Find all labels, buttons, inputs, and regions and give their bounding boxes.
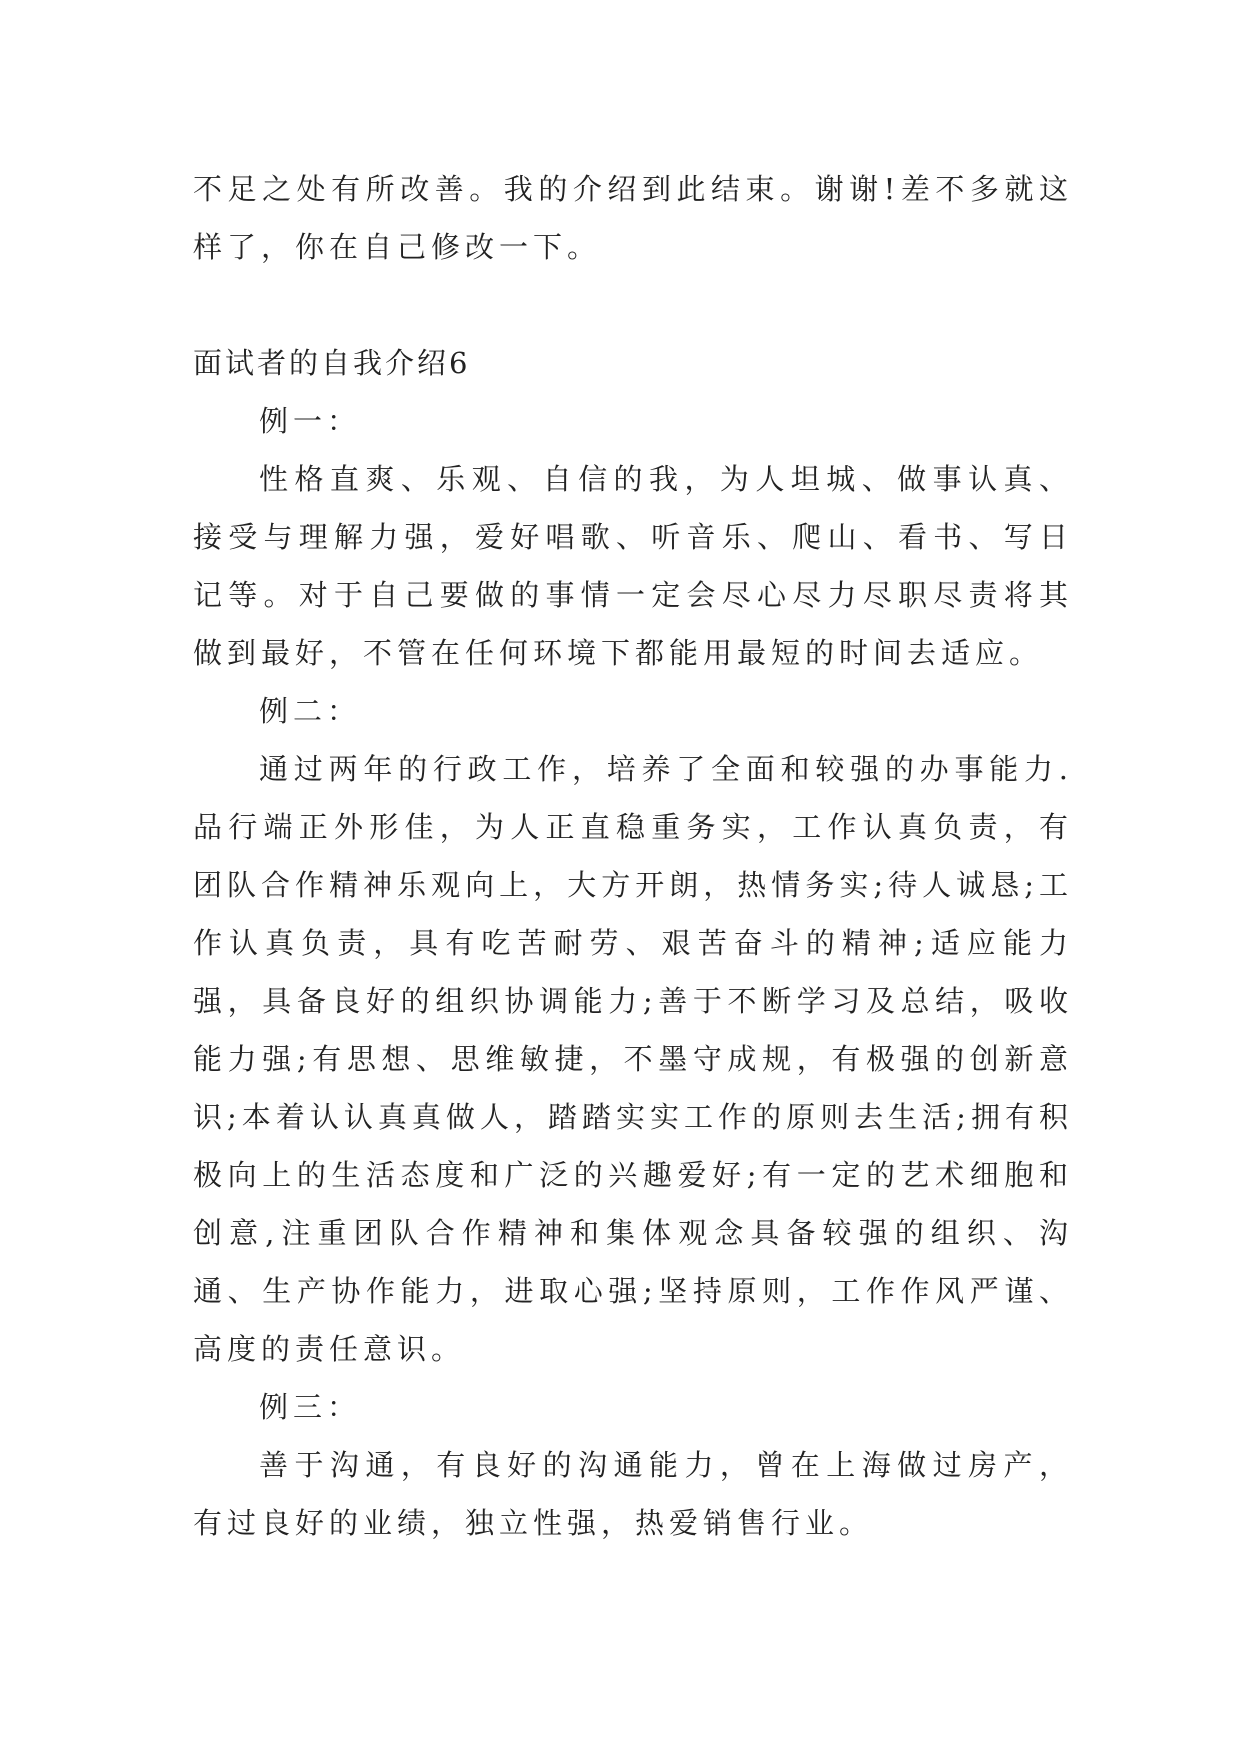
example-label-1: 例一： [259, 404, 362, 438]
example-paragraph-2: 通过两年的行政工作，培养了全面和较强的办事能力.品行端正外形佳，为人正直稳重务实，工作认真负责，有团队合作精神乐观向上，大方开朗，热情务实;待人诚恳;工作认真负责，具有吃苦耐劳、艰苦奋斗的精神;适应能力强，具备良好的组织协调能力;善于不断学习及总结，吸收能力强;有思想、思维敏捷，不墨守成规，有极强的创新意识;本着认认真真做人，踏踏实实工作的原则去生活;拥有积极向上的生活态度和广泛的兴趣爱好;有一定的艺术细胞和创意,注重团队合作精神和集体观念具备较强的组织、沟通、生产协作能力，进取心强;坚持原则，工作作风严谨、高度的责任意识。 [193, 752, 1073, 1366]
example-label-3: 例三： [259, 1390, 362, 1424]
example-paragraph-3: 善于沟通，有良好的沟通能力，曾在上海做过房产，有过良好的业绩，独立性强，热爱销售行业。 [193, 1448, 1073, 1540]
continuation-paragraph: 不足之处有所改善。我的介绍到此结束。谢谢!差不多就这样了，你在自己修改一下。 [193, 172, 1073, 264]
document-body [193, 160, 1073, 1552]
example-label-2: 例二： [259, 694, 362, 728]
section-title: 面试者的自我介绍6 [193, 346, 471, 380]
example-paragraph-1: 性格直爽、乐观、自信的我，为人坦城、做事认真、接受与理解力强，爱好唱歌、听音乐、爬山、看书、写日记等。对于自己要做的事情一定会尽心尽力尽职尽责将其做到最好，不管在任何环境下都能用最短的时间去适应。 [193, 462, 1073, 670]
